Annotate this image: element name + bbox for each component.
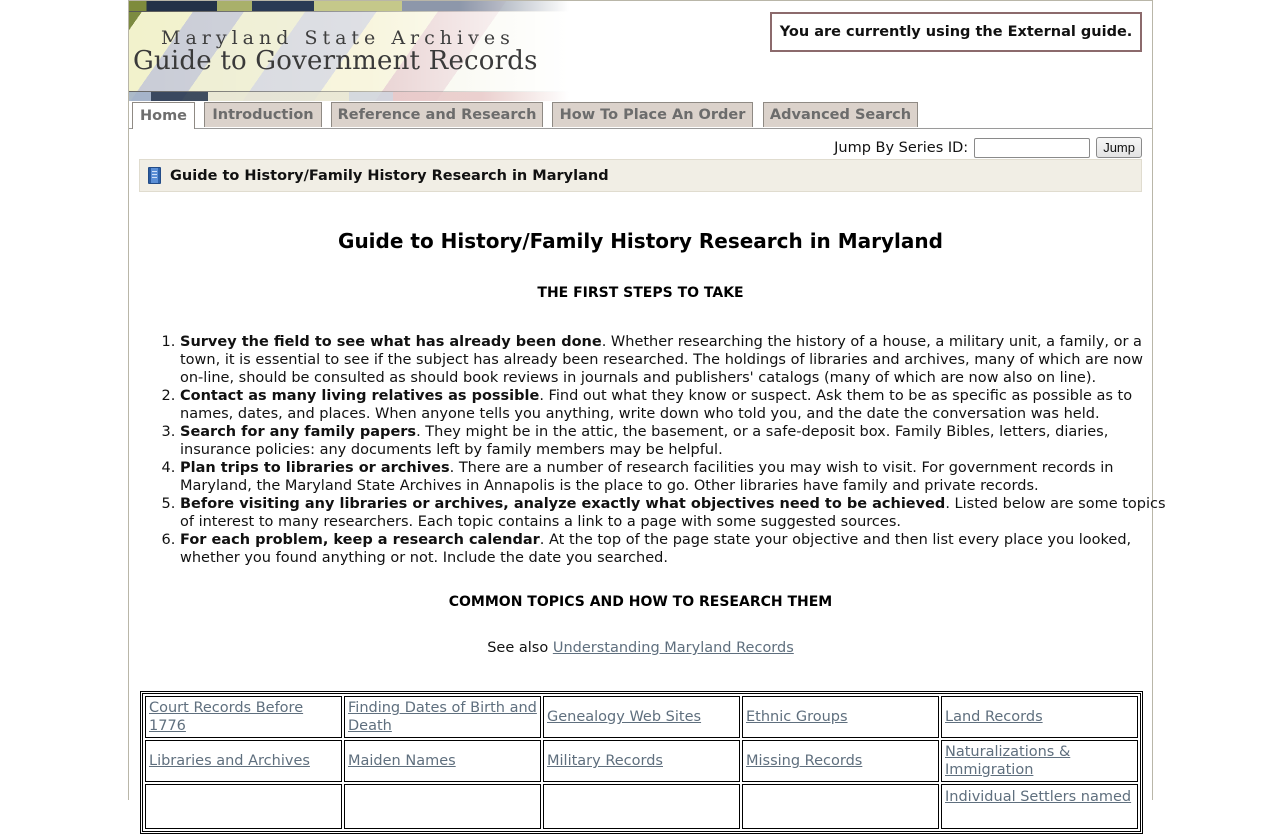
main-tabs <box>129 101 1152 129</box>
step-text: . Listed below are some topics of interest to many researchers. Each topic contains a link to a page with some suggested sources. <box>180 496 1166 530</box>
table-cell <box>543 696 740 738</box>
topic-link[interactable]: Finding Dates of Birth and Death <box>348 700 537 734</box>
topic-link[interactable]: Maiden Names <box>348 753 456 769</box>
topic-link[interactable]: Naturalizations & Immigration <box>945 744 1071 778</box>
table-cell <box>145 696 342 738</box>
jump-by-series-form <box>834 137 1142 158</box>
site-banner <box>129 1 569 101</box>
step-text: . They might be in the attic, the basement, or a safe-deposit box. Family Bibles, letters, diaries, insurance policies: any documents left by family members may be helpful. <box>180 424 1109 458</box>
guide-notice: You are currently using the External guide. <box>770 12 1142 52</box>
section-title: Guide to History/Family History Research in Maryland <box>170 167 609 184</box>
topic-link[interactable]: Individual Settlers named <box>945 789 1132 805</box>
page-title: Guide to History/Family History Research in Maryland <box>338 229 943 253</box>
topic-link[interactable]: Military Records <box>547 753 663 769</box>
first-steps-list <box>159 333 1170 567</box>
tab-reference-and-research[interactable]: Reference and Research <box>331 102 543 127</box>
list-item <box>180 531 1170 567</box>
site-title[interactable]: Guide to Government Records <box>133 46 538 76</box>
topic-link[interactable]: Land Records <box>945 709 1043 725</box>
table-cell <box>742 784 939 829</box>
table-cell <box>543 784 740 829</box>
topics-heading: COMMON TOPICS AND HOW TO RESEARCH THEM <box>448 594 833 610</box>
list-item <box>180 423 1170 459</box>
list-item <box>180 495 1170 531</box>
step-title: Survey the field to see what has already been done <box>180 334 602 350</box>
table-cell <box>145 740 342 782</box>
topic-link[interactable]: Libraries and Archives <box>149 753 310 769</box>
tab-introduction[interactable]: Introduction <box>204 102 322 127</box>
table-row <box>145 696 1138 738</box>
jump-label: Jump By Series ID: <box>834 139 969 156</box>
list-item <box>180 387 1170 423</box>
topic-link[interactable]: Genealogy Web Sites <box>547 709 702 725</box>
step-title: For each problem, keep a research calendar <box>180 532 540 548</box>
step-title: Before visiting any libraries or archives, analyze exactly what objectives need to be achieved <box>180 496 946 512</box>
table-cell <box>344 740 541 782</box>
banner-rule <box>129 11 569 12</box>
table-row <box>145 784 1138 829</box>
see-also-prefix: See also <box>487 640 553 656</box>
topic-link[interactable]: Court Records Before 1776 <box>149 700 304 734</box>
step-title: Contact as many living relatives as possible <box>180 388 540 404</box>
book-icon <box>148 167 161 184</box>
table-cell <box>344 696 541 738</box>
table-cell <box>941 784 1138 829</box>
topics-table <box>140 691 1143 834</box>
jump-button[interactable]: Jump <box>1096 137 1142 158</box>
tab-advanced-search[interactable]: Advanced Search <box>763 102 918 127</box>
table-cell <box>344 784 541 829</box>
list-item <box>180 333 1170 387</box>
step-title: Plan trips to libraries or archives <box>180 460 450 476</box>
table-cell <box>941 740 1138 782</box>
banner-flag-stripe <box>129 92 569 101</box>
table-row <box>145 740 1138 782</box>
section-header-bar <box>139 159 1142 192</box>
steps-heading: THE FIRST STEPS TO TAKE <box>537 285 744 301</box>
step-text: . Whether researching the history of a house, a military unit, a family, or a town, it is essential to see if the subject has already been researched. The holdings of libraries and archives, many of which are now on-line, should be consulted as should book reviews in journals and publishers' catalogs (many of which are now also on line). <box>180 334 1144 386</box>
step-title: Search for any family papers <box>180 424 417 440</box>
tab-how-to-place-an-order[interactable]: How To Place An Order <box>552 102 753 127</box>
see-also <box>129 640 1152 656</box>
table-cell <box>145 784 342 829</box>
step-text: . There are a number of research facilities you may wish to visit. For government records in Maryland, the Maryland State Archives in Annapolis is the place to go. Other libraries have family and private records. <box>180 460 1114 494</box>
table-cell <box>742 740 939 782</box>
topic-link[interactable]: Ethnic Groups <box>746 709 848 725</box>
table-cell <box>543 740 740 782</box>
table-cell <box>941 696 1138 738</box>
page-container <box>128 0 1166 805</box>
banner-flag-stripe <box>129 1 569 11</box>
topic-link[interactable]: Missing Records <box>746 753 863 769</box>
step-text: . Find out what they know or suspect. Ask them to be as specific as possible as to names, dates, and places. When anyone tells you anything, write down who told you, and the date the conversation was held. <box>180 388 1133 422</box>
tab-home[interactable]: Home <box>132 102 195 129</box>
list-item <box>180 459 1170 495</box>
series-id-input[interactable] <box>974 138 1090 158</box>
step-text: . At the top of the page state your objective and then list every place you looked, whether you found anything or not. Include the date you searched. <box>180 532 1132 566</box>
understanding-maryland-records-link[interactable]: Understanding Maryland Records <box>552 640 794 656</box>
table-cell <box>742 696 939 738</box>
site-subtitle: Maryland State Archives <box>161 27 515 49</box>
